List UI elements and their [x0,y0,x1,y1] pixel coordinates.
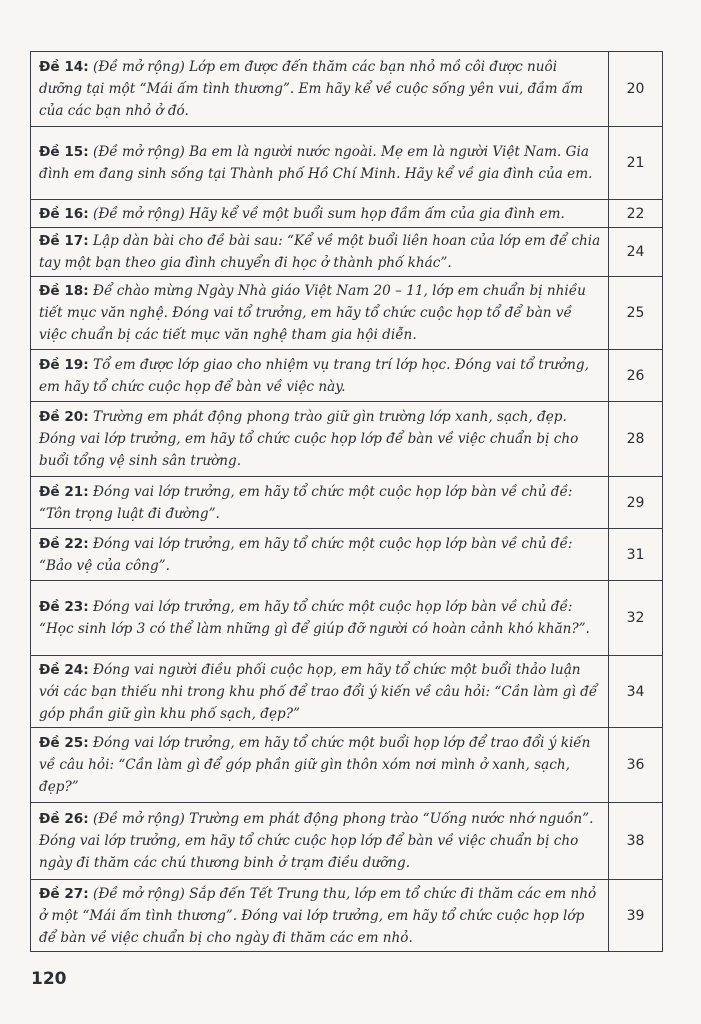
toc-entry-body: Đóng vai lớp trưởng, em hãy tổ chức một cuộc họp lớp bàn về chủ đề: “Tôn trọng luật đi đường”. [39,483,573,522]
toc-row [31,228,663,277]
toc-entry-label: Đề 15: [39,144,89,160]
toc-entry-page: 24 [609,228,663,277]
toc-entry-text [31,277,609,350]
toc-entry-page: 36 [609,728,663,803]
toc-entry-label: Đề 18: [39,283,89,299]
toc-row [31,581,663,656]
toc-entry-page: 32 [609,581,663,656]
toc-entry-body: Tổ em được lớp giao cho nhiệm vụ trang trí lớp học. Đóng vai tổ trưởng, em hãy tổ chức cuộc họp để bàn về việc này. [39,356,589,395]
toc-entry-page: 21 [609,127,663,200]
toc-row [31,656,663,728]
toc-entry-body: (Đề mở rộng) Lớp em được đến thăm các bạn nhỏ mồ côi được nuôi dưỡng tại một “Mái ấm tình thương”. Em hãy kể về cuộc sống yên vui, đầm ấm của các bạn nhỏ ở đó. [39,59,584,119]
toc-row [31,477,663,529]
toc-entry-text [31,200,609,228]
toc-entry-text [31,656,609,728]
toc-entry-page: 38 [609,803,663,880]
toc-entry-body: Đóng vai lớp trưởng, em hãy tổ chức một buổi họp lớp để trao đổi ý kiến về câu hỏi: “Cần làm gì để góp phần giữ gìn thôn xóm nơi mình ở xanh, sạch, đẹp?” [39,735,591,795]
toc-entry-body: (Đề mở rộng) Trường em phát động phong trào “Uống nước nhớ nguồn”. Đóng vai lớp trưởng, em hãy tổ chức cuộc họp lớp để bàn về việc chuẩn bị cho ngày đi thăm các chú thương binh ở trạm điều dưỡng. [39,811,594,871]
toc-entry-text [31,728,609,803]
toc-entry-page: 29 [609,477,663,529]
toc-row [31,350,663,402]
toc-entry-text [31,350,609,402]
toc-entry-body: Đóng vai lớp trưởng, em hãy tổ chức một cuộc họp lớp bàn về chủ đề: “Học sinh lớp 3 có thể làm những gì để giúp đỡ người có hoàn cảnh khó khăn?”. [39,599,590,637]
toc-entry-label: Đề 14: [39,59,89,75]
toc-entry-body: Trường em phát động phong trào giữ gìn trường lớp xanh, sạch, đẹp. Đóng vai lớp trưởng, em hãy tổ chức cuộc họp lớp để bàn về việc chuẩn bị cho buổi tổng vệ sinh sân trường. [39,409,579,469]
toc-row [31,803,663,880]
toc-entry-label: Đề 24: [39,661,89,678]
toc-entry-label: Đề 26: [39,811,89,827]
toc-row [31,277,663,350]
toc-entry-body: Lập dàn bài cho đề bài sau: “Kể về một buổi liên hoan của lớp em để chia tay một bạn theo gia đình chuyển đi học ở thành phố khác”. [39,233,601,271]
toc-entry-label: Đề 19: [39,356,89,373]
toc-entry-page: 25 [609,277,663,350]
toc-entry-text [31,803,609,880]
toc-entry-body: (Đề mở rộng) Sắp đến Tết Trung thu, lớp em tổ chức đi thăm các em nhỏ ở một “Mái ấm tình thương”. Đóng vai lớp trưởng, em hãy tổ chức cuộc họp lớp để bàn về việc chuẩn bị cho ngày đi thăm các em nhỏ. [39,885,597,946]
toc-entry-text [31,581,609,656]
toc-row [31,402,663,477]
toc-row [31,127,663,200]
toc-entry-label: Đề 22: [39,535,89,552]
toc-entry-label: Đề 16: [39,205,89,222]
toc-entry-label: Đề 20: [39,409,89,425]
toc-row [31,880,663,952]
toc-entry-text [31,529,609,581]
toc-entry-label: Đề 25: [39,735,89,751]
toc-entry-label: Đề 21: [39,483,89,500]
page-number: 120 [31,969,67,989]
toc-row [31,728,663,803]
toc-entry-text [31,52,609,127]
toc-entry-body: Đóng vai người điều phối cuộc họp, em hãy tổ chức một buổi thảo luận với các bạn thiếu nhi trong khu phố để trao đổi ý kiến về câu hỏi: “Cần làm gì để góp phần giữ gìn khu phố sạch, đẹp?” [39,661,598,722]
toc-entry-page: 34 [609,656,663,728]
toc-entry-label: Đề 27: [39,885,89,902]
toc-entry-page: 26 [609,350,663,402]
toc-entry-text [31,880,609,952]
toc-row [31,200,663,228]
toc-row [31,52,663,127]
toc-entry-page: 28 [609,402,663,477]
toc-entry-page: 20 [609,52,663,127]
toc-entry-body: (Đề mở rộng) Ba em là người nước ngoài. Mẹ em là người Việt Nam. Gia đình em đang sinh sống tại Thành phố Hồ Chí Minh. Hãy kể về gia đình của em. [39,144,593,182]
toc-entry-label: Đề 23: [39,599,89,615]
toc-entry-page: 31 [609,529,663,581]
toc-entry-page: 39 [609,880,663,952]
toc-entry-text [31,127,609,200]
toc-entry-text [31,477,609,529]
toc-entry-text [31,228,609,277]
toc-entry-body: Đóng vai lớp trưởng, em hãy tổ chức một cuộc họp lớp bàn về chủ đề: “Bảo vệ của công”. [39,535,573,574]
toc-entry-text [31,402,609,477]
table-of-contents [30,51,663,952]
toc-entry-label: Đề 17: [39,233,89,249]
toc-entry-page: 22 [609,200,663,228]
toc-entry-body: (Đề mở rộng) Hãy kể về một buổi sum họp đầm ấm của gia đình em. [93,205,565,222]
toc-entry-body: Để chào mừng Ngày Nhà giáo Việt Nam 20 – 11, lớp em chuẩn bị nhiều tiết mục văn nghệ. Đóng vai tổ trưởng, em hãy tổ chức cuộc họp tổ để bàn về việc chuẩn bị các tiết mục văn nghệ tham gia hội diễn. [39,283,586,343]
toc-row [31,529,663,581]
